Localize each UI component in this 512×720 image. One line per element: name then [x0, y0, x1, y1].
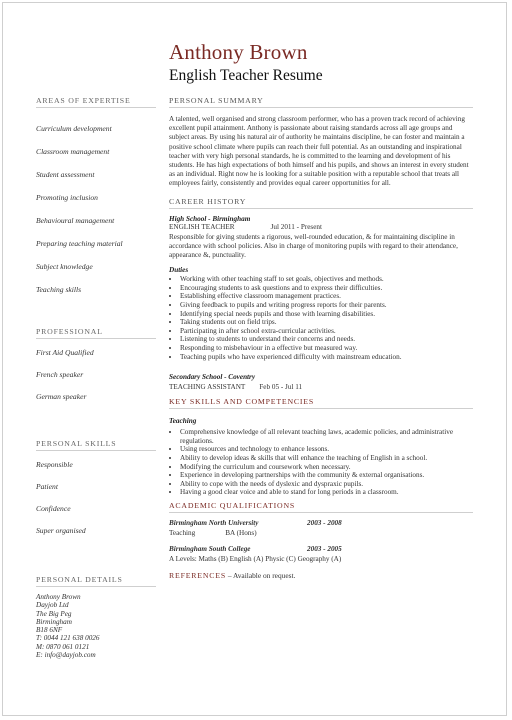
job1-school: High School - Birmingham	[169, 214, 251, 223]
detail-line: Dayjob Ltd	[36, 601, 69, 610]
duty-item: • Responding to misbehaviour in a effective but measured way.	[180, 344, 473, 353]
personal-summary: A talented, well organised and strong classroom performer, who has a proven track record of achieving excellent pupil attainment. Anthony is passionate about raising standards across all age groups and subject areas. By using his natural air of authority he maintains discipline, he can foster and maintain a positive school climate where pupils can reach their full potential. As an outstanding and inspirational teacher with very high personal standards, he is committed to the learning and development of his students. He has high expectations of both himself and his pupils, and shows an interest in every student as an individual. Right now he is looking for a suitable position with a reputable school that treats all employees fairly, consistently and provides equal career opportunities for all.	[169, 115, 469, 188]
duty-item: • Giving feedback to pupils and writing progress reports for their parents.	[180, 301, 473, 310]
qual2-detail: A Levels: Maths (B) English (A) Physic (C) Geography (A)	[169, 554, 342, 563]
teaching-item: • Ability to develop ideas & skills that will enhance the teaching of English in a school.	[180, 454, 473, 463]
personal-skill-item: Patient	[36, 482, 58, 491]
job1-description: Responsible for giving students a rigorous, well-rounded education, & for maintaining discipline in accordance with school policies. Also in charge of monitoring pupils with regard to their attendance, appearance &, punctuality.	[169, 232, 458, 260]
resume-title: English Teacher Resume	[169, 67, 323, 84]
key-skills-heading: KEY SKILLS AND COMPETENCIES	[169, 397, 473, 409]
duty-item: • Teaching pupils who have experienced difficulty with mainstream education.	[180, 353, 473, 362]
job1-dates: Jul 2011 - Present	[270, 222, 323, 231]
qualification-1	[169, 519, 473, 537]
personal-details-heading: PERSONAL DETAILS	[36, 575, 156, 587]
qual1-subject: Teaching	[169, 528, 196, 537]
expertise-item: Preparing teaching material	[36, 239, 123, 248]
expertise-item: Behavioural management	[36, 216, 115, 225]
detail-line: Birmingham	[36, 617, 72, 626]
qual1-award: BA (Hons)	[225, 528, 257, 537]
personal-skills-list	[36, 460, 156, 535]
expertise-list	[36, 124, 156, 294]
qualification-2	[169, 545, 473, 563]
teaching-item: • Having a good clear voice and able to stand for long periods in a classroom.	[180, 488, 473, 497]
job1-role: ENGLISH TEACHER	[169, 222, 235, 231]
teaching-item: • Ability to cope with the needs of dyslexic and dyspraxic pupils.	[180, 480, 473, 489]
teaching-item: • Comprehensive knowledge of all relevant teaching laws, academic policies, and administrative regulations.	[180, 428, 473, 445]
expertise-item: Student assessment	[36, 170, 95, 179]
candidate-name: Anthony Brown	[169, 40, 308, 64]
teaching-item: • Modifying the curriculum and coursework when necessary.	[180, 463, 473, 472]
qual1-institution: Birmingham North University	[169, 518, 259, 527]
duty-item: • Identifying special needs pupils and those with learning disabilities.	[180, 310, 473, 319]
duty-item: • Establishing effective classroom management practices.	[180, 292, 473, 301]
professional-item: German speaker	[36, 392, 87, 401]
job2-school: Secondary School - Coventry	[169, 373, 256, 382]
expertise-item: Teaching skills	[36, 285, 82, 294]
references	[169, 571, 473, 580]
teaching-list	[169, 428, 473, 497]
expertise-item: Promoting inclusion	[36, 193, 98, 202]
personal-skill-item: Responsible	[36, 460, 73, 469]
detail-line: B18 6NF	[36, 626, 63, 635]
main-column	[169, 96, 473, 580]
expertise-item: Classroom management	[36, 147, 110, 156]
teaching-heading: Teaching	[169, 417, 197, 426]
teaching-item: • Experience in developing partnerships with the community & external organisations.	[180, 471, 473, 480]
professional-heading: PROFESSIONAL	[36, 327, 156, 339]
sidebar	[36, 96, 156, 659]
personal-skill-item: Confidence	[36, 504, 71, 513]
personal-details	[36, 593, 156, 659]
personal-skill-item: Super organised	[36, 526, 86, 535]
job2-role-line	[169, 383, 473, 391]
job2-dates: Feb 05 - Jul 11	[259, 383, 303, 392]
duties-list	[169, 275, 473, 361]
teaching-item: • Using resources and technology to enhance lessons.	[180, 445, 473, 454]
references-text: – Available on request.	[225, 570, 296, 580]
expertise-item: Curriculum development	[36, 124, 112, 133]
qual2-institution: Birmingham South College	[169, 544, 251, 553]
qual2-years: 2003 - 2005	[307, 544, 342, 553]
detail-line: The Big Peg	[36, 609, 72, 618]
professional-item: French speaker	[36, 370, 84, 379]
mobile: M: 0870 061 0121	[36, 642, 90, 651]
professional-item: First Aid Qualified	[36, 348, 94, 357]
qual1-years: 2003 - 2008	[307, 518, 342, 527]
duties-heading: Duties	[169, 266, 189, 275]
duty-item: • Encouraging students to ask questions and to express their difficulties.	[180, 284, 473, 293]
references-heading: REFERENCES	[169, 570, 226, 580]
duty-item: • Working with other teaching staff to set goals, objectives and methods.	[180, 275, 473, 284]
academic-qualifications-heading: ACADEMIC QUALIFICATIONS	[169, 501, 473, 513]
career-history-heading: CAREER HISTORY	[169, 197, 473, 209]
expertise-item: Subject knowledge	[36, 262, 93, 271]
duty-item: • Taking students out on field trips.	[180, 318, 473, 327]
job2-role: TEACHING ASSISTANT	[169, 383, 246, 392]
detail-line: Anthony Brown	[36, 593, 81, 601]
personal-skills-heading: PERSONAL SKILLS	[36, 439, 156, 451]
duty-item: • Participating in after school extra-curricular activities.	[180, 327, 473, 336]
duty-item: • Listening to students to understand their concerns and needs.	[180, 335, 473, 344]
professional-list	[36, 348, 156, 401]
email: E: info@dayjob.com	[36, 651, 96, 660]
job1-role-line	[169, 223, 473, 231]
phone: T: 0044 121 638 0026	[36, 634, 100, 643]
expertise-heading: AREAS OF EXPERTISE	[36, 96, 156, 108]
personal-summary-heading: PERSONAL SUMMARY	[169, 96, 473, 108]
